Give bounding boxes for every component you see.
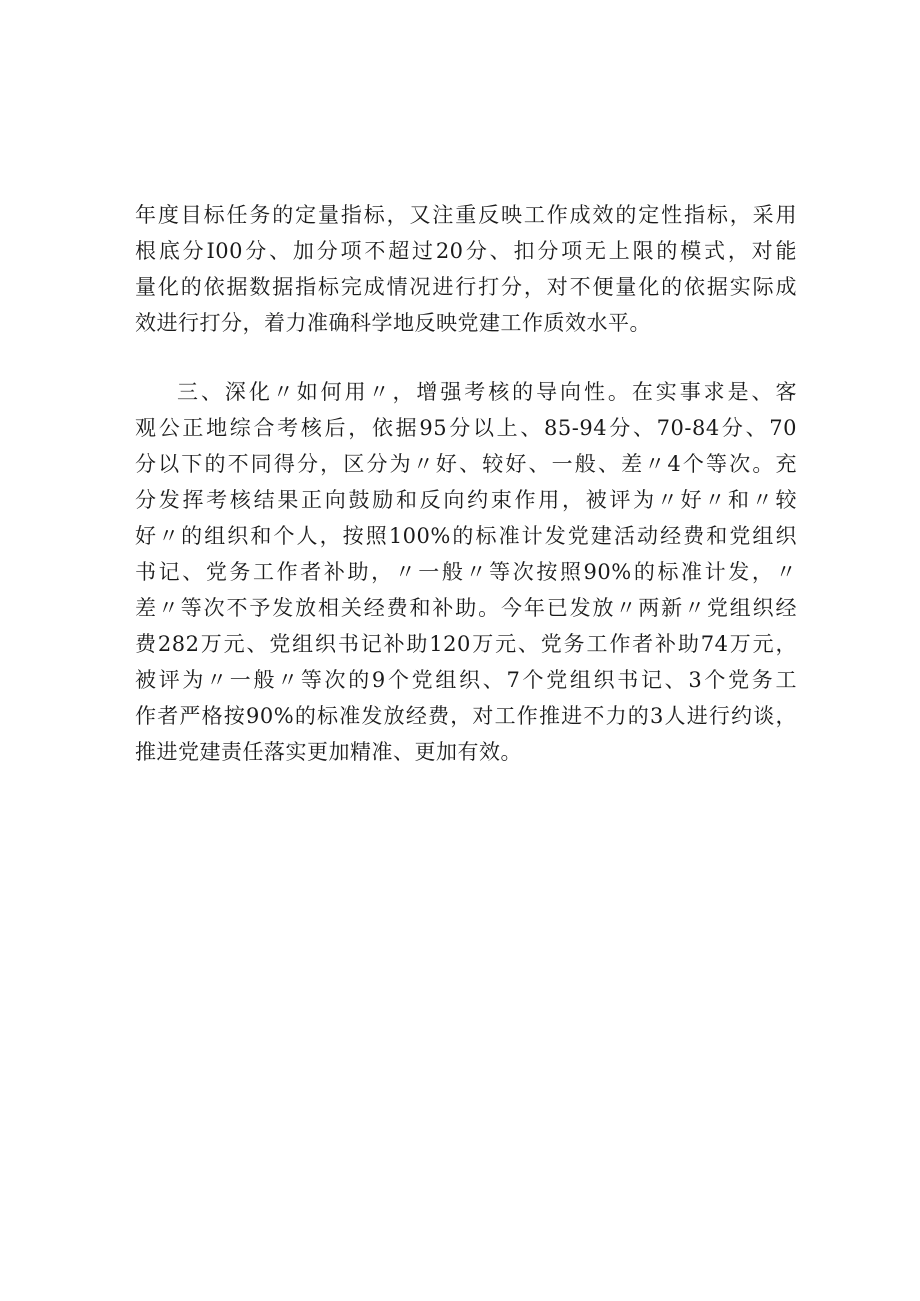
paragraph-line: 书记、党务工作者补助，〃一般〃等次按照90%的标准计发，〃 — [135, 560, 797, 584]
paragraph-line: 分以下的不同得分，区分为〃好、较好、一般、差〃4个等次。充 — [135, 452, 797, 476]
paragraph-line: 费282万元、党组织书记补助120万元、党务工作者补助74万元， — [135, 632, 797, 656]
paragraph-section-three — [135, 374, 797, 770]
paragraph-line: 差〃等次不予发放相关经费和补助。今年已发放〃两新〃党组织经 — [135, 596, 797, 620]
paragraph-line: 量化的依据数据指标完成情况进行打分，对不便量化的依据实际成 — [135, 275, 797, 299]
paragraph-line: 好〃的组织和个人，按照100%的标准计发党建活动经费和党组织 — [135, 524, 797, 548]
paragraph-line: 年度目标任务的定量指标，又注重反映工作成效的定性指标，采用 — [135, 203, 797, 227]
paragraph-line: 被评为〃一般〃等次的9个党组织、7个党组织书记、3个党务工 — [135, 668, 797, 692]
paragraph-line: 作者严格按90%的标准发放经费，对工作推进不力的3人进行约谈， — [135, 704, 797, 728]
paragraph-line: 推进党建责任落实更加精准、更加有效。 — [135, 740, 522, 764]
paragraph-scoring-model — [135, 197, 797, 341]
paragraph-line: 效进行打分，着力准确科学地反映党建工作质效水平。 — [135, 311, 651, 335]
paragraph-line: 分发挥考核结果正向鼓励和反向约束作用，被评为〃好〃和〃较 — [135, 488, 797, 512]
paragraph-line: 三、深化〃如何用〃，增强考核的导向性。在实事求是、客 — [177, 380, 797, 404]
paragraph-line: 观公正地综合考核后，依据95分以上、85-94分、70-84分、70 — [135, 416, 797, 440]
paragraph-line: 根底分I00分、加分项不超过20分、扣分项无上限的模式，对能 — [135, 239, 797, 263]
